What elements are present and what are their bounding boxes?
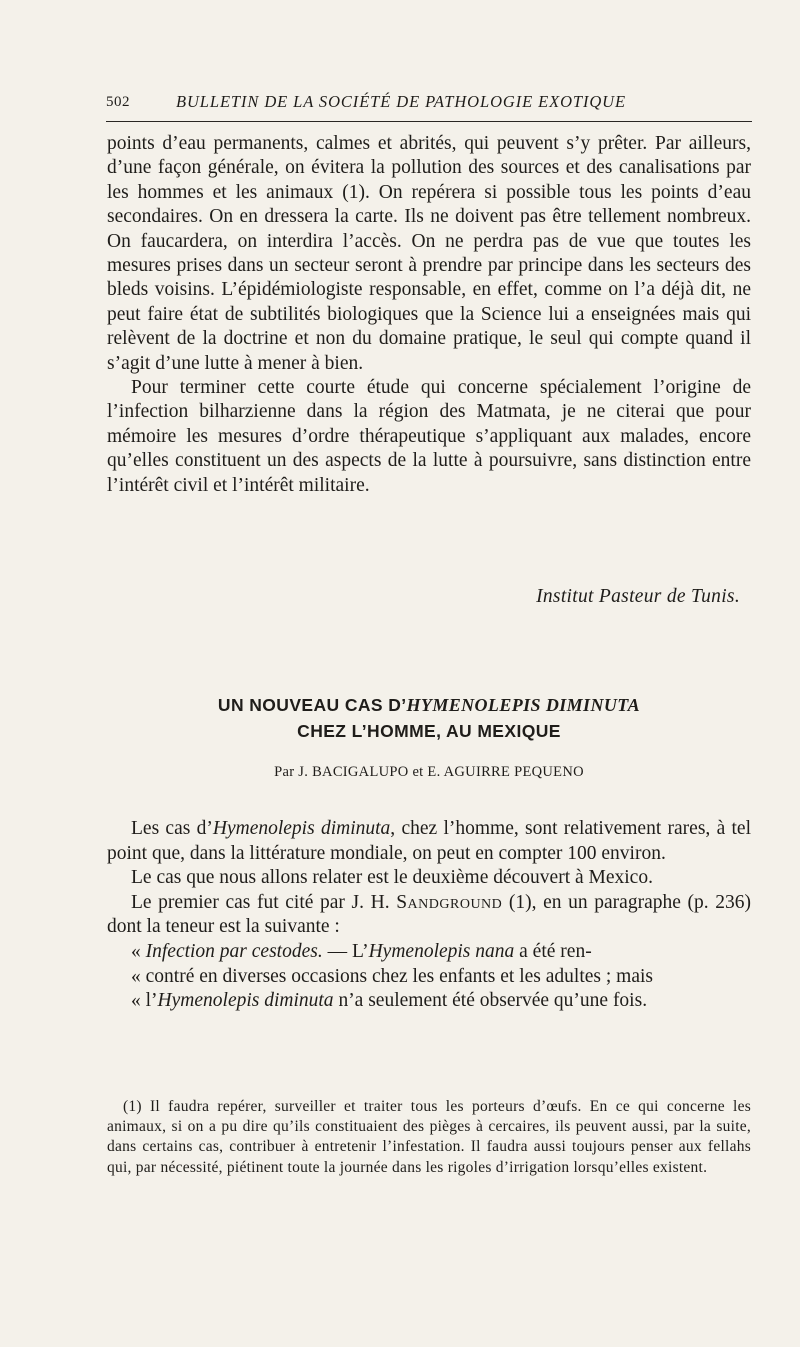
header-rule [106,121,752,122]
quote-line: « contré en diverses occasions chez les enfants et les adultes ; mais [131,965,653,987]
species-name: HYMENOLEPIS DIMINUTA [406,695,641,715]
quote-line: « Infection par cestodes. — L’Hymenolepis nana a été ren- [131,940,592,962]
quote-line: « l’Hymenolepis diminuta n’a seulement été observée qu’une fois. [131,990,648,1012]
title-line-2: CHEZ L’HOMME, AU MEXIQUE [297,721,561,741]
paragraph: Les cas d’Hymenolepis diminuta, chez l’homme, sont relativement rares, à tel point que, dans la littérature mondiale, on peut en compter 100 environ. [107,818,751,864]
previous-article-text [107,132,751,498]
paragraph: Pour terminer cette courte étude qui concerne spécialement l’origine de l’infection bilharzienne dans la région des Matmata, je ne citerai que pour mémoire les mesures d’ordre thérapeutique s’appliquant aux malades, encore qu’elles constituent un des aspects de la lutte à poursuivre, sans distinction entre l’intérêt civil et l’intérêt militaire. [107,377,751,496]
paragraph: points d’eau permanents, calmes et abrités, qui peuvent s’y prêter. Par ailleurs, d’une façon générale, on évitera la pollution des sources et des canalisations par les hommes et les animaux (1). On repérera si possible tous les points d’eau secondaires. On en dressera la carte. Ils ne doivent pas être tellement nombreux. On faucardera, on interdira l’accès. On ne perdra pas de vue que toutes les mesures prises dans un secteur seront à prendre par principe dans les secteurs des bleds voisins. L’épidémiologiste responsable, en effet, comme on l’a déjà dit, ne peut faire état de subtilités biologiques que la Science lui a enseignées mais qui relèvent de la doctrine et non du domaine pratique, le seul qui compte quand il s’agit d’une lutte à mener à bien. [107,133,751,374]
author-name: Sandground [396,891,503,913]
running-title: BULLETIN DE LA SOCIÉTÉ DE PATHOLOGIE EXOTIQUE [176,92,626,111]
footnote: (1) Il faudra repérer, surveiller et traiter tous les porteurs d’œufs. En ce qui concerne les animaux, si on a pu dire qu’ils constituaient des pièges à cercaires, ils peuvent aussi, par la suite, dans certains cas, contribuer à entretenir l’infestation. Il faudra aussi toujours penser aux fellahs qui, par nécessité, piétinent toute la journée dans les rigoles d’irrigation lorsqu’elles existent. [107,1098,751,1176]
author-byline: Par J. BACIGALUPO et E. AGUIRRE PEQUENO [274,764,584,780]
paragraph: Le premier cas fut cité par J. H. Sandground (1), en un paragraphe (p. 236) dont la teneur est la suivante : [107,891,751,938]
article-title [107,692,751,744]
page-number: 502 [106,94,130,110]
institution-signature: Institut Pasteur de Tunis. [536,586,740,607]
paragraph: Le cas que nous allons relater est le deuxième découvert à Mexico. [131,867,653,889]
article-body [107,817,751,1014]
page-header [106,88,752,118]
title-line-1: UN NOUVEAU CAS D’HYMENOLEPIS DIMINUTA [217,695,641,715]
